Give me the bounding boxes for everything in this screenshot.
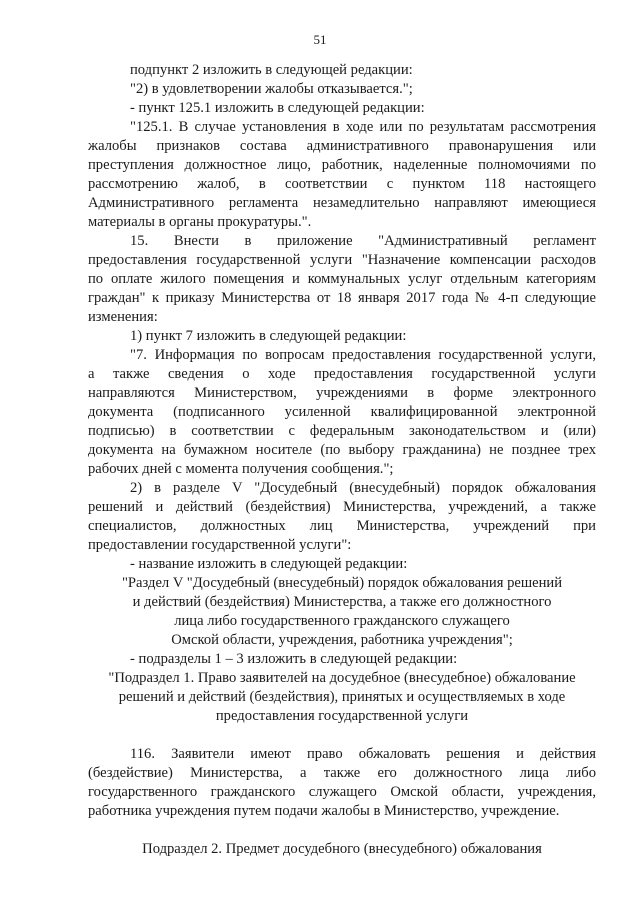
text-line: жалобы признаков состава административного правонарушения или bbox=[88, 138, 596, 154]
text-line: - название изложить в следующей редакции: bbox=[130, 556, 408, 572]
text-line: а также сведения о ходе предоставления государственной услуги bbox=[88, 366, 596, 382]
text-line: 1) пункт 7 изложить в следующей редакции: bbox=[130, 328, 407, 344]
page-number: 51 bbox=[313, 32, 327, 47]
text-line: "7. Информация по вопросам предоставления государственной услуги, bbox=[130, 347, 596, 363]
text-line: подпункт 2 изложить в следующей редакции: bbox=[130, 62, 413, 78]
text-line: по оплате жилого помещения и коммунальных услуг отдельным категориям bbox=[88, 271, 596, 287]
subsection-title-line: Подраздел 2. Предмет досудебного (внесудебного) обжалования bbox=[142, 841, 542, 857]
subsection-title-line: "Подраздел 1. Право заявителей на досудебное (внесудебное) обжалование bbox=[108, 670, 576, 686]
text-line: подписью) в соответствии с федеральным законодательством и (или) bbox=[88, 423, 596, 439]
text-line: "125.1. В случае установления в ходе или по результатам рассмотрения bbox=[130, 119, 596, 135]
text-line: 15. Внести в приложение "Административный регламент bbox=[130, 233, 596, 249]
text-line: решений и действий (бездействия) Министерства, учреждений, а также bbox=[88, 499, 596, 515]
section-title-line: "Раздел V "Досудебный (внесудебный) порядок обжалования решений bbox=[121, 575, 563, 591]
text-line: работника учреждения путем подачи жалобы в Министерство, учреждение. bbox=[88, 803, 560, 819]
text-line: Административного регламента незамедлительно направляют имеющиеся bbox=[88, 195, 596, 211]
text-line: преступления должностное лицо, работник, наделенные полномочиями по bbox=[88, 157, 596, 173]
document-body bbox=[88, 61, 596, 859]
subsection-title-line: предоставления государственной услуги bbox=[215, 708, 469, 724]
text-line: рассмотрению жалоб, в соответствии с пунктом 118 настоящего bbox=[88, 176, 596, 192]
text-line: специалистов, должностных лиц Министерства, учреждений при bbox=[88, 518, 596, 534]
section-title-line: Омской области, учреждения, работника учреждения"; bbox=[171, 632, 513, 648]
text-line: предоставления государственной услуги "Назначение компенсации расходов bbox=[88, 252, 596, 268]
text-line: граждан" к приказу Министерства от 18 января 2017 года № 4-п следующие bbox=[88, 290, 596, 306]
subsection-title-line: решений и действий (бездействия), принятых и осуществляемых в ходе bbox=[118, 689, 566, 705]
text-line: 2) в разделе V "Досудебный (внесудебный) порядок обжалования bbox=[130, 480, 596, 496]
text-line: изменения: bbox=[88, 309, 158, 325]
text-line: рабочих дней с момента получения сообщения."; bbox=[88, 461, 394, 477]
spacer bbox=[88, 821, 596, 840]
text-line: материалы в органы прокуратуры.". bbox=[88, 214, 312, 230]
spacer bbox=[88, 726, 596, 745]
section-title-line: лица либо государственного гражданского служащего bbox=[174, 613, 510, 629]
text-line: государственного гражданского служащего Омской области, учреждения, bbox=[88, 784, 596, 800]
text-line: (бездействие) Министерства, а также его должностного лица либо bbox=[88, 765, 596, 781]
text-line: предоставлении государственной услуги": bbox=[88, 537, 352, 553]
text-line: "2) в удовлетворении жалобы отказывается."; bbox=[130, 81, 413, 97]
text-line: направляются Министерством, учреждениями в форме электронного bbox=[88, 385, 596, 401]
text-line: 116. Заявители имеют право обжаловать решения и действия bbox=[130, 746, 596, 762]
text-line: документа (подписанного усиленной квалифицированной электронной bbox=[88, 404, 596, 420]
text-line: документа на бумажном носителе (по выбору гражданина) не позднее трех bbox=[88, 442, 596, 458]
text-line: - пункт 125.1 изложить в следующей редакции: bbox=[130, 100, 425, 116]
section-title-line: и действий (бездействия) Министерства, а также его должностного bbox=[132, 594, 552, 610]
text-line: - подразделы 1 – 3 изложить в следующей редакции: bbox=[130, 651, 458, 667]
